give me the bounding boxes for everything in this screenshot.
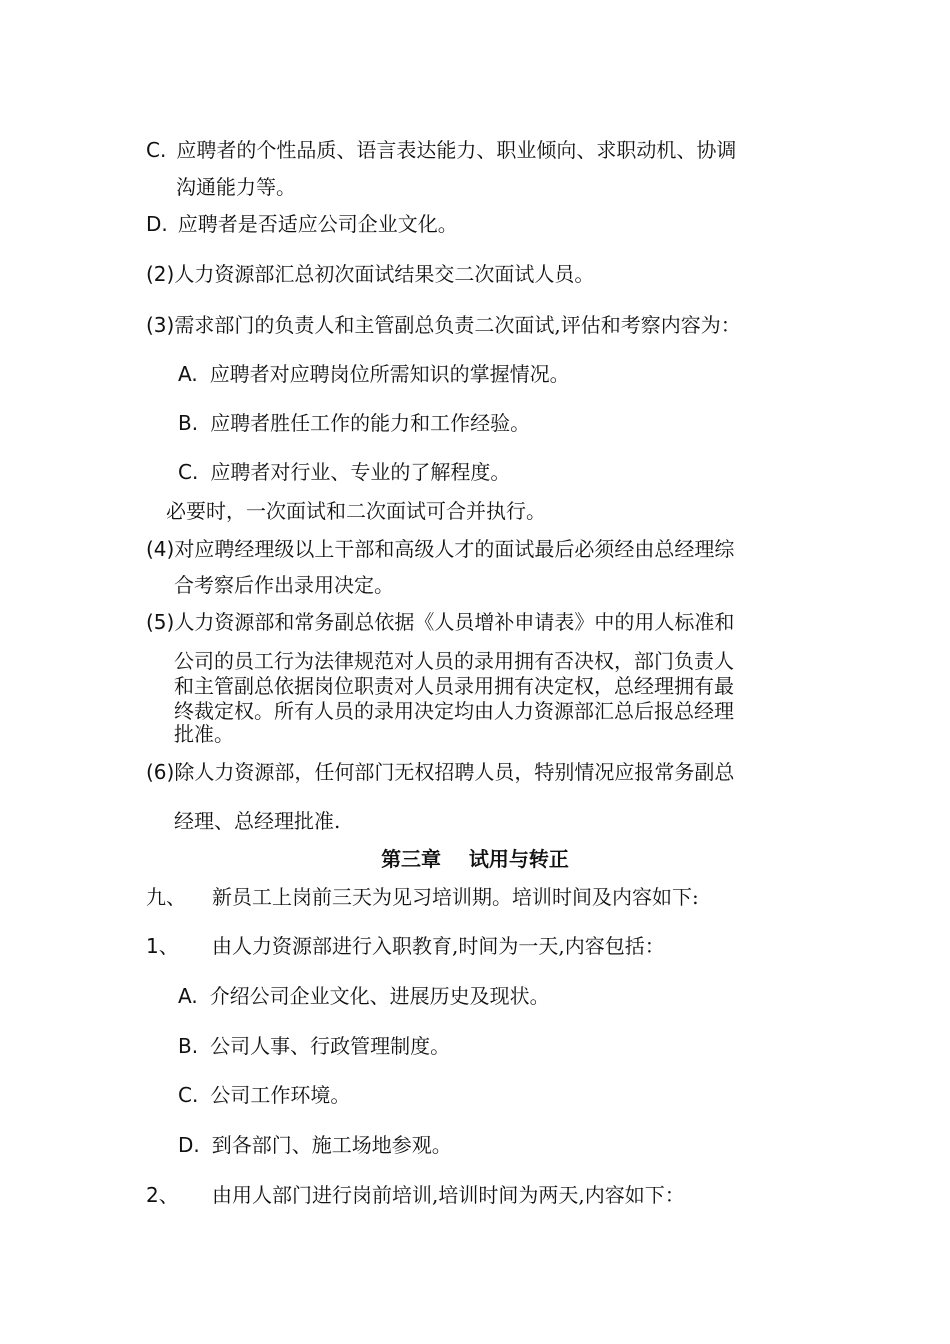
article-text: 新员工上岗前三天为见习培训期。培训时间及内容如下:	[212, 885, 699, 909]
item-label: B.	[178, 411, 199, 435]
clause-label: (5)	[146, 610, 175, 634]
clause-5-line-2: 公司的员工行为法律规范对人员的录用拥有否决权，部门负责人	[174, 649, 734, 673]
step-label: 1、	[146, 934, 179, 958]
clause-6	[146, 759, 734, 785]
item-label: C.	[178, 1083, 199, 1107]
clause-3	[146, 312, 741, 338]
item-label: C.	[146, 138, 167, 162]
item-label: B.	[178, 1034, 199, 1058]
item-text: 应聘者是否适应公司企业文化。	[177, 212, 458, 236]
clause-2	[146, 261, 594, 287]
clause-text: 除人力资源部，任何部门无权招聘人员，特别情况应报常务副总	[174, 760, 735, 784]
clause-label: (2)	[146, 262, 175, 286]
clause-4-continuation: 合考察后作出录用决定。	[174, 573, 394, 597]
step-text: 由人力资源部进行入职教育,时间为一天,内容包括：	[212, 934, 665, 958]
item-c-continuation: 沟通能力等。	[176, 175, 296, 199]
item-c-line	[146, 137, 736, 163]
item-text: 到各部门、施工场地参观。	[211, 1133, 452, 1157]
clause-label: (4)	[146, 537, 175, 561]
item-label: A.	[178, 362, 198, 386]
step-text: 由用人部门进行岗前培训,培训时间为两天,内容如下：	[212, 1183, 685, 1207]
clause-text: 需求部门的负责人和主管副总负责二次面试,评估和考察内容为：	[174, 313, 741, 337]
orientation-item-d	[178, 1132, 452, 1158]
clause-5-line-3: 和主管副总依据岗位职责对人员录用拥有决定权，总经理拥有最	[174, 674, 734, 698]
item-label: C.	[178, 460, 199, 484]
orientation-item-b	[178, 1033, 450, 1059]
orientation-item-a	[178, 983, 550, 1009]
criterion-b	[178, 410, 530, 436]
criterion-a	[178, 361, 570, 387]
item-label: A.	[178, 984, 198, 1008]
item-text: 公司工作环境。	[210, 1083, 351, 1107]
step-2	[146, 1182, 685, 1208]
orientation-item-c	[178, 1082, 350, 1108]
item-text: 应聘者对应聘岗位所需知识的掌握情况。	[209, 362, 570, 386]
clause-5	[146, 609, 734, 635]
clause-5-line-5: 批准。	[174, 722, 234, 746]
item-d-line	[146, 211, 458, 237]
chapter-heading: 第三章 试用与转正	[381, 847, 569, 871]
item-label: D.	[146, 212, 168, 236]
clause-text: 人力资源部和常务副总依据《人员增补申请表》中的用人标准和	[174, 610, 735, 634]
step-1	[146, 933, 665, 959]
clause-label: (6)	[146, 760, 175, 784]
item-text: 介绍公司企业文化、进展历史及现状。	[209, 984, 550, 1008]
article-label: 九、	[146, 885, 186, 909]
item-text: 应聘者的个性品质、语言表达能力、职业倾向、求职动机、协调	[176, 138, 737, 162]
clause-5-line-4: 终裁定权。所有人员的录用决定均由人力资源部汇总后报总经理	[174, 699, 734, 723]
item-text: 应聘者对行业、专业的了解程度。	[210, 460, 511, 484]
clause-text: 对应聘经理级以上干部和高级人才的面试最后必须经由总经理综	[174, 537, 735, 561]
item-text: 应聘者胜任工作的能力和工作经验。	[210, 411, 531, 435]
clause-6-continuation: 经理、总经理批准.	[174, 809, 341, 833]
note-text: 必要时，一次面试和二次面试可合并执行。	[166, 499, 546, 523]
clause-text: 人力资源部汇总初次面试结果交二次面试人员。	[174, 262, 595, 286]
item-label: D.	[178, 1133, 200, 1157]
clause-label: (3)	[146, 313, 175, 337]
clause-4	[146, 536, 734, 562]
step-label: 2、	[146, 1183, 179, 1207]
criterion-c	[178, 459, 510, 485]
article-9	[146, 884, 699, 910]
item-text: 公司人事、行政管理制度。	[210, 1034, 451, 1058]
